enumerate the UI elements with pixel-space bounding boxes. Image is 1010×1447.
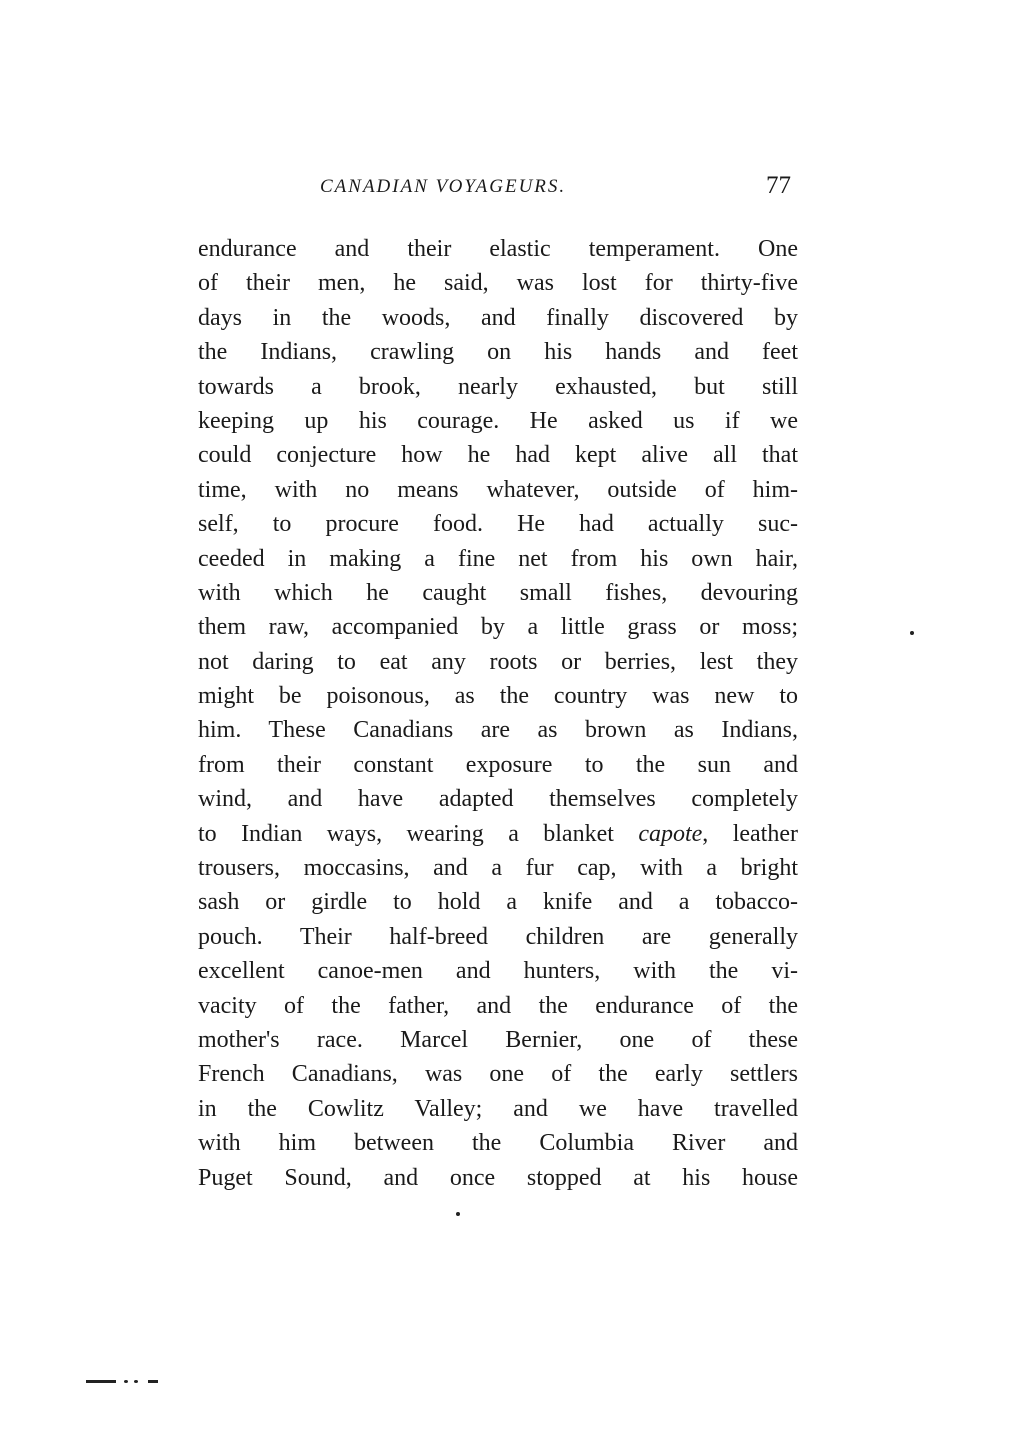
text-line: of their men, he said, was lost for thirty-five [198,270,798,297]
line-end: , leather [702,820,798,847]
text-line-with-italic [198,817,798,851]
text-line: endurance and their elastic temperament. One [198,236,798,262]
text-line: sash or girdle to hold a knife and a tobacco- [198,889,798,916]
text-line: them raw, accompanied by a little grass or moss; [198,614,798,641]
text-line: keeping up his courage. He asked us if we [198,407,798,434]
line-start: to Indian ways, wearing a blanket [198,820,639,847]
text-line: him. These Canadians are as brown as Indians, [198,717,798,744]
scan-mark [148,1380,158,1383]
text-line: excellent canoe-men and hunters, with the vi- [198,958,798,985]
scan-speck [456,1212,460,1216]
text-line: in the Cowlitz Valley; and we have travelled [198,1095,798,1122]
text-line: days in the woods, and finally discovered by [198,304,798,331]
text-line: French Canadians, was one of the early settlers [198,1061,798,1088]
text-line: with him between the Columbia River and [198,1130,798,1157]
text-line: wind, and have adapted themselves completely [198,786,798,813]
text-line: mother's race. Marcel Bernier, one of these [198,1026,798,1053]
text-line: might be poisonous, as the country was new to [198,683,798,710]
text-line: could conjecture how he had kept alive all that [198,442,798,469]
scan-speck [910,631,914,635]
text-line: from their constant exposure to the sun and [198,751,798,778]
text-line: time, with no means whatever, outside of him- [198,476,798,503]
text-line: pouch. Their half-breed children are generally [198,923,798,950]
text-line: the Indians, crawling on his hands and feet [198,339,798,366]
body-text [198,232,798,1195]
text-line: ceeded in making a fine net from his own hair, [198,545,798,572]
text-line: towards a brook, nearly exhausted, but still [198,373,798,400]
page-number: 77 [766,172,791,199]
scan-speck [134,1380,138,1383]
text-line: trousers, moccasins, and a fur cap, with a bright [198,855,798,882]
italic-word: capote [638,820,703,847]
text-line: self, to procure food. He had actually suc- [198,511,798,538]
text-line: not daring to eat any roots or berries, lest they [198,648,798,675]
scan-mark [86,1380,116,1383]
text-line: with which he caught small fishes, devouring [198,579,798,606]
text-line: vacity of the father, and the endurance of the [198,992,798,1019]
text-line: Puget Sound, and once stopped at his house [198,1164,798,1191]
running-head: CANADIAN VOYAGEURS. [320,176,567,197]
scan-speck [124,1380,128,1383]
